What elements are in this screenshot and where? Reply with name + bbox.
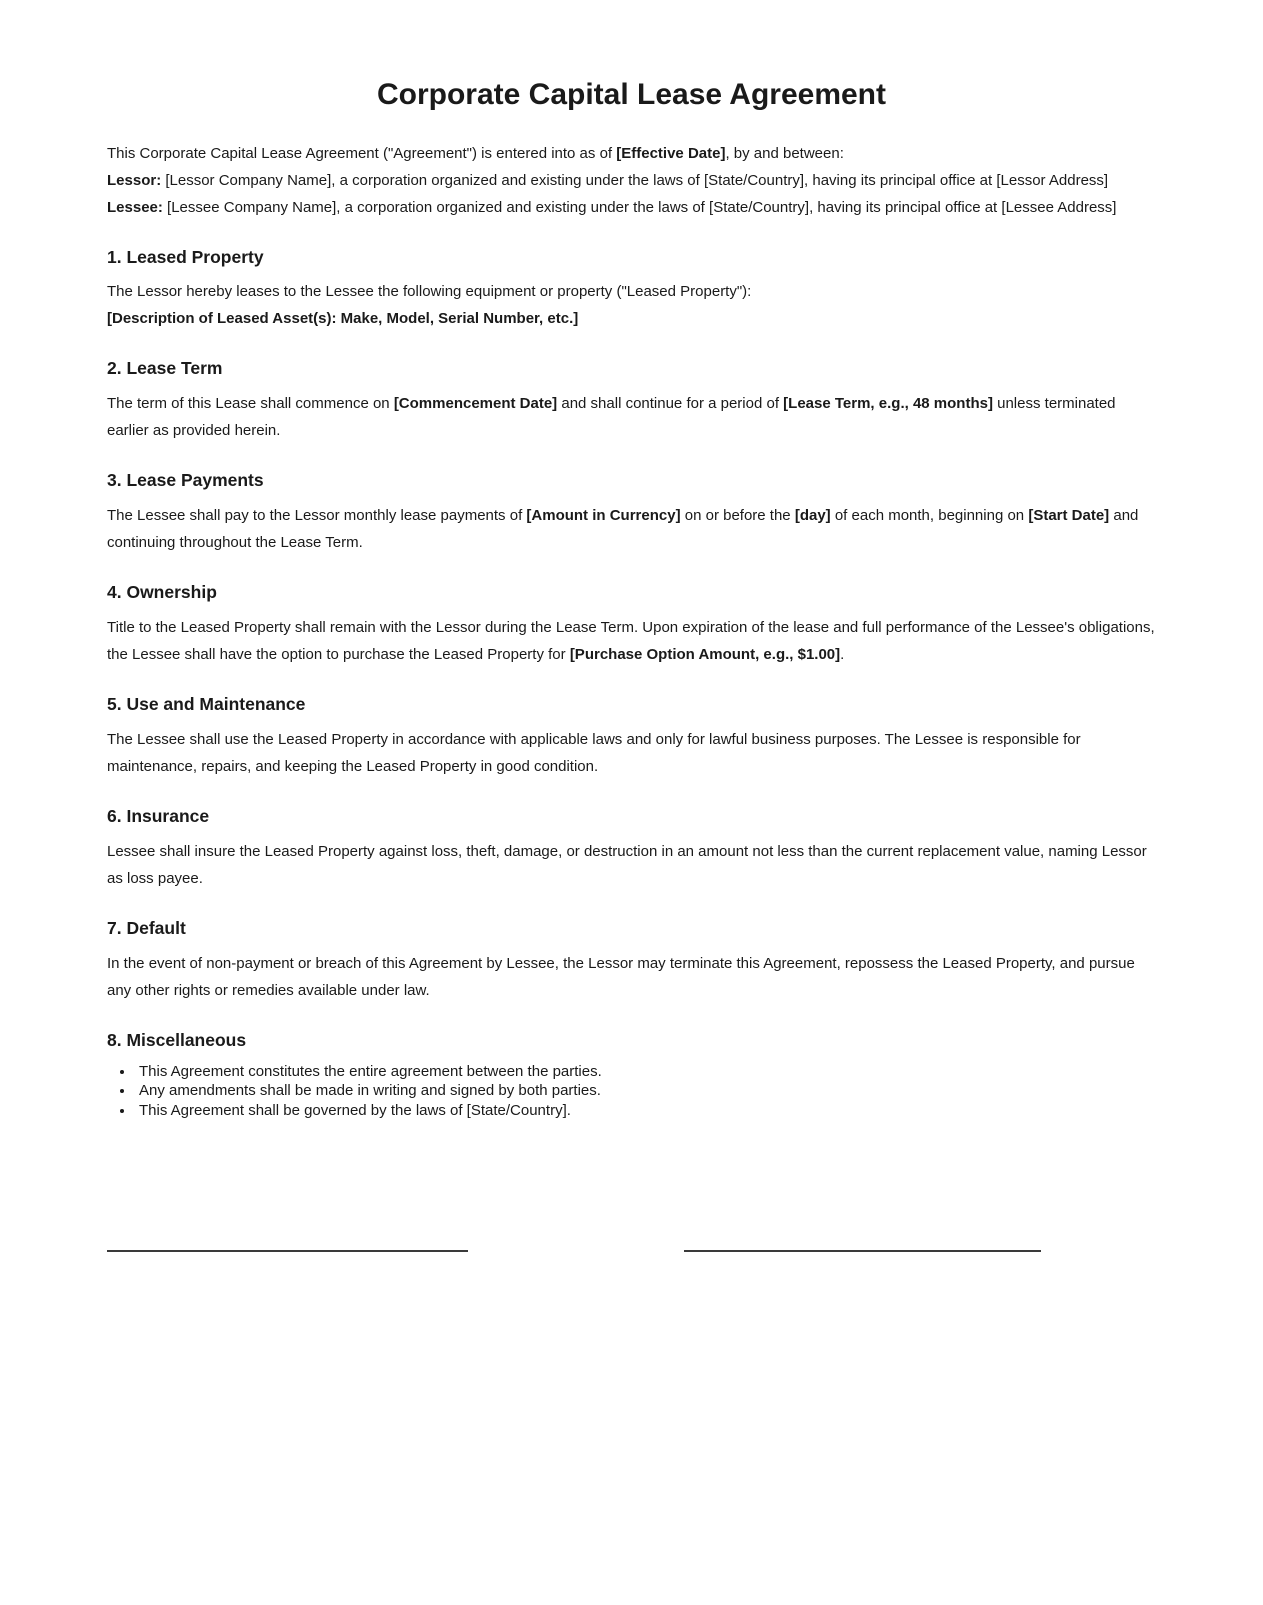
section-body: The Lessor hereby leases to the Lessee the following equipment or property ("Leased Property"): [Description of Leased Asset(s): Make, Model, Serial Number, etc.] (107, 283, 752, 328)
section-heading: 1. Leased Property (107, 246, 264, 267)
section-heading: 8. Miscellaneous (107, 1029, 247, 1050)
section-heading: 2. Lease Term (107, 358, 223, 379)
section-heading: 6. Insurance (107, 805, 210, 826)
signature-area (107, 1250, 1156, 1252)
section-heading: 4. Ownership (107, 582, 217, 603)
section-default (107, 918, 1156, 1004)
list-item: • This Agreement constitutes the entire agreement between the parties. (135, 1062, 1156, 1082)
section-lease-term (107, 358, 1156, 444)
section-body: The Lessee shall use the Leased Property in accordance with applicable laws and only for lawful business purposes. The Lessee is responsible for maintenance, repairs, and keeping the Leased Property in good condition. (107, 730, 1081, 775)
page-title: Corporate Capital Lease Agreement (376, 78, 887, 111)
section-use-and-maintenance (107, 694, 1156, 780)
section-heading: 5. Use and Maintenance (107, 694, 306, 714)
section-insurance (107, 806, 1156, 892)
list-item: • This Agreement shall be governed by the laws of [State/Country]. (135, 1101, 1156, 1121)
section-body: In the event of non-payment or breach of this Agreement by Lessee, the Lessor may terminate this Agreement, repossess the Leased Property, and pursue any other rights or remedies available under law. (107, 954, 1135, 999)
section-body: Title to the Leased Property shall remain with the Lessor during the Lease Term. Upon expiration of the lease and full performance of the Lessee's obligations, the Lessee shall have the option to purchase the Leased Property for [Purchase Option Amount, e.g., $1.00]. (107, 619, 1155, 663)
section-body: The Lessee shall pay to the Lessor monthly lease payments of [Amount in Currency] on or before the [day] of each month, beginning on [Start Date] and continuing throughout the Lease Term. (107, 507, 1139, 552)
list-item: • Any amendments shall be made in writing and signed by both parties. (135, 1081, 1156, 1101)
bullet-list (107, 1062, 1156, 1121)
section-heading: 7. Default (107, 917, 186, 938)
section-miscellaneous (107, 1030, 1156, 1121)
section-leased-property (107, 247, 1156, 333)
signature-line-lessee (684, 1250, 1041, 1252)
intro-paragraph: This Corporate Capital Lease Agreement ("Agreement") is entered into as of [Effective Date], by and between: Lessor: [Lessor Company Name], a corporation organized and existing under the laws of [State/Country], having its principal office at [Lessor Address] Lessee: [Lessee Company Name], a corporation organized and existing under the laws of [State/Country], having its principal office at [Lessee Address] (107, 144, 1117, 216)
section-ownership (107, 582, 1156, 668)
signature-line-lessor (107, 1250, 468, 1252)
section-body: Lessee shall insure the Leased Property against loss, theft, damage, or destruction in an amount not less than the current replacement value, naming Lessor as loss payee. (107, 842, 1147, 887)
section-lease-payments (107, 470, 1156, 556)
section-body: The term of this Lease shall commence on [Commencement Date] and shall continue for a period of [Lease Term, e.g., 48 months] unless terminated earlier as provided herein. (107, 395, 1116, 440)
section-heading: 3. Lease Payments (107, 470, 264, 491)
